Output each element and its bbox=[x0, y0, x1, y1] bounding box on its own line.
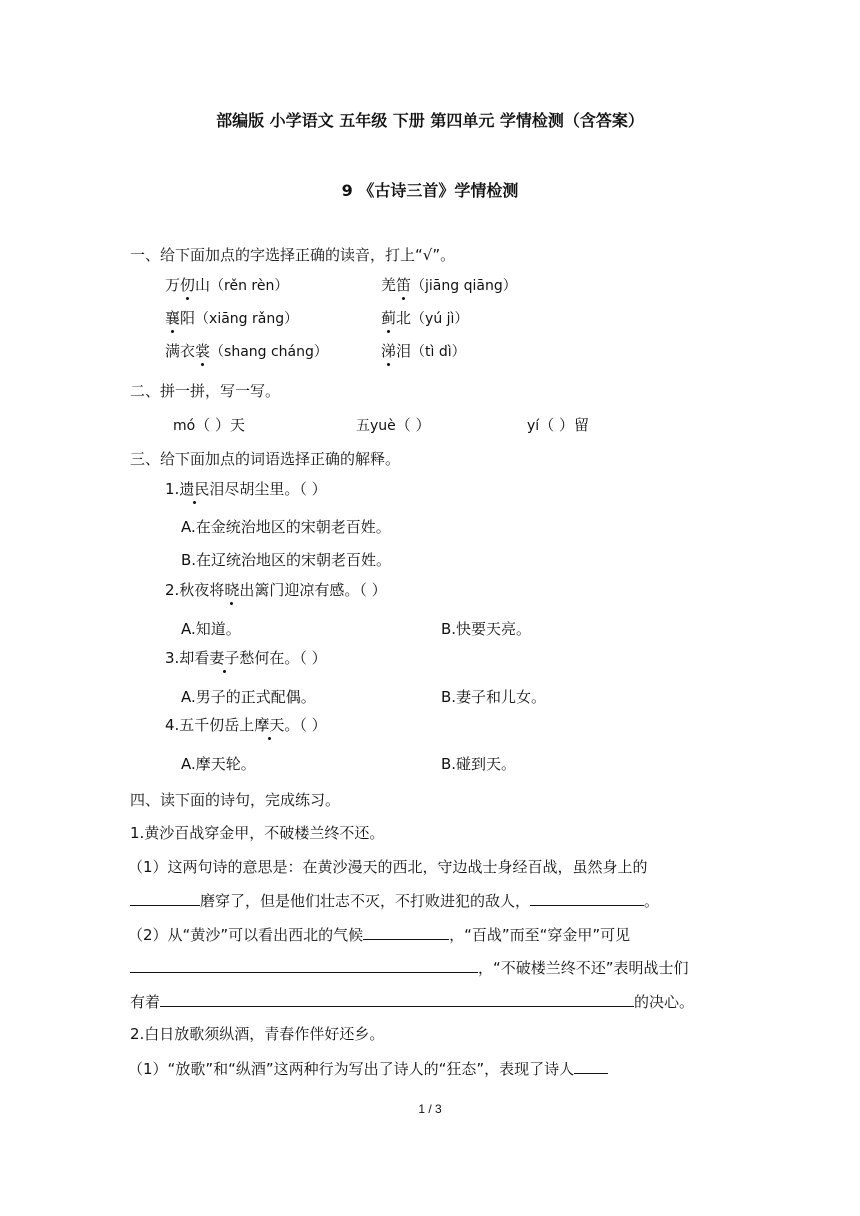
pinyin-item: 蓟北（yú jì） bbox=[381, 309, 469, 327]
answer-blank[interactable] bbox=[160, 991, 634, 1007]
page-number: 1 / 3 bbox=[418, 1102, 442, 1116]
pinyin-write-item: 五yuè（ ） bbox=[356, 416, 431, 434]
poem-line-1: 1.黄沙百战穿金甲，不破楼兰终不还。 bbox=[130, 824, 385, 842]
exercise-2-1: （1）“放歌”和“纵酒”这两种行为写出了诗人的“狂态”，表现了诗人 bbox=[128, 1058, 608, 1079]
page-title: 部编版 小学语文 五年级 下册 第四单元 学情检测（含答案） bbox=[216, 111, 644, 130]
exercise-1-1: （1）这两句诗的意思是：在黄沙漫天的西北，守边战士身经百战，虽然身上的 bbox=[128, 858, 648, 876]
pinyin-write-item: yí（ ）留 bbox=[527, 416, 589, 434]
section-3-heading: 三、给下面加点的词语选择正确的解释。 bbox=[130, 450, 401, 468]
option-a: A.摩天轮。 bbox=[181, 755, 256, 773]
exercise-1-2-end: 有着 的决心。 bbox=[130, 993, 695, 1011]
option-a: A.男子的正式配偶。 bbox=[181, 688, 316, 706]
section-4-heading: 四、读下面的诗句，完成练习。 bbox=[130, 791, 341, 809]
question-1: 1.遗民泪尽胡尘里。（ ） bbox=[165, 480, 327, 498]
page-subtitle: 9 《古诗三首》学情检测 bbox=[341, 181, 519, 200]
option-a: A.知道。 bbox=[181, 620, 241, 638]
answer-blank[interactable] bbox=[130, 957, 478, 973]
answer-blank[interactable] bbox=[574, 1058, 608, 1074]
section-1-heading: 一、给下面加点的字选择正确的读音，打上“√”。 bbox=[130, 246, 456, 264]
answer-blank[interactable] bbox=[363, 924, 449, 940]
pinyin-item: 襄阳（xiāng rǎng） bbox=[165, 309, 299, 327]
option-b: B.快要天亮。 bbox=[441, 620, 532, 638]
pinyin-item: 涕泪（tì dì） bbox=[381, 342, 466, 360]
question-4: 4.五千仞岳上摩天。（ ） bbox=[165, 716, 327, 734]
option-b: B.妻子和儿女。 bbox=[441, 688, 547, 706]
section-2-heading: 二、拼一拼，写一写。 bbox=[130, 382, 281, 400]
answer-blank[interactable] bbox=[530, 890, 644, 906]
option-b: B.碰到天。 bbox=[441, 755, 517, 773]
pinyin-item: 羌笛（jiāng qiāng） bbox=[381, 276, 517, 294]
exercise-1-2: （2）从“黄沙”可以看出西北的气候 ，“百战”而至“穿金甲”可见 bbox=[128, 926, 631, 944]
question-2: 2.秋夜将晓出篱门迎凉有感。（ ） bbox=[165, 581, 387, 599]
exercise-1-1-cont: 磨穿了，但是他们壮志不灭，不打败进犯的敌人， 。 bbox=[130, 890, 659, 911]
option-b: B.在辽统治地区的宋朝老百姓。 bbox=[181, 551, 392, 569]
pinyin-write-item: mó（ ）天 bbox=[173, 416, 245, 434]
answer-blank[interactable] bbox=[130, 890, 200, 906]
pinyin-item: 万仞山（rěn rèn） bbox=[165, 276, 289, 294]
question-3: 3.却看妻子愁何在。（ ） bbox=[165, 649, 327, 667]
poem-line-2: 2.白日放歌须纵酒，青春作伴好还乡。 bbox=[130, 1025, 385, 1043]
exercise-1-2-cont: ，“不破楼兰终不还”表明战士们 bbox=[130, 957, 689, 978]
option-a: A.在金统治地区的宋朝老百姓。 bbox=[181, 518, 391, 536]
pinyin-item: 满衣裳（shang cháng） bbox=[165, 342, 328, 360]
